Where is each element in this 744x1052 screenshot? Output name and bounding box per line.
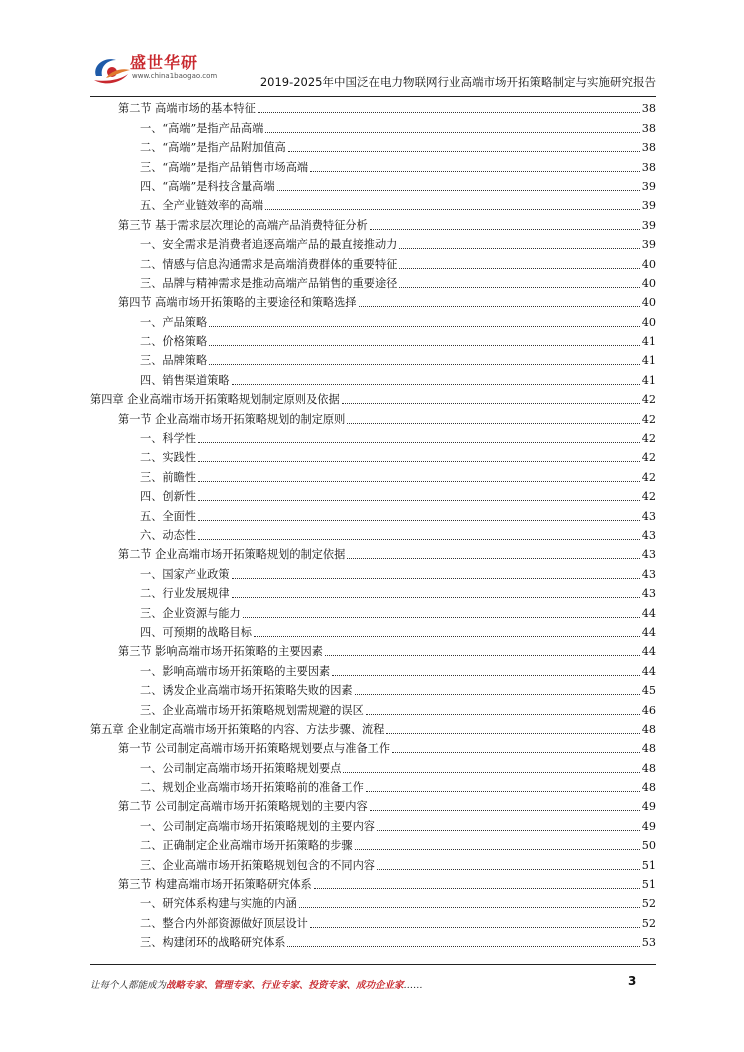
toc-dot-leader [277,190,640,191]
toc-entry-page: 42 [641,451,656,465]
toc-dot-leader [314,888,640,889]
toc-entry[interactable] [90,700,656,719]
toc-dot-leader [198,520,640,521]
toc-dot-leader [198,500,640,501]
toc-dot-leader [310,171,640,172]
toc-entry-title: 一、安全需求是消费者追逐高端产品的最直接推动力 [140,238,398,252]
toc-dot-leader [366,714,640,715]
toc-entry-title: 二、整合内外部资源做好顶层设计 [140,916,308,930]
toc-entry-title: 第二节 公司制定高端市场开拓策略规划的主要内容 [118,800,368,814]
toc-entry-title: 二、实践性 [140,451,196,465]
toc-dot-leader [209,345,640,346]
toc-entry[interactable] [90,215,656,234]
toc-entry[interactable] [90,370,656,389]
toc-entry-page: 42 [641,393,656,407]
toc-entry-title: 一、研究体系构建与实施的内涵 [140,897,297,911]
toc-entry-title: 一、公司制定高端市场开拓策略规划要点 [140,761,342,775]
toc-entry[interactable] [90,409,656,428]
toc-entry-title: 第一节 公司制定高端市场开拓策略规划要点与准备工作 [118,742,391,756]
toc-entry-title: 第三节 构建高端市场开拓策略研究体系 [118,878,312,892]
toc-dot-leader [342,403,640,404]
toc-entry-title: 四、销售渠道策略 [140,373,230,387]
toc-entry-page: 41 [641,373,656,387]
toc-dot-leader [343,772,639,773]
toc-entry[interactable] [90,797,656,816]
toc-entry-title: 第四章 企业高端市场开拓策略规划制定原则及依据 [90,393,340,407]
toc-entry[interactable] [90,739,656,758]
toc-dot-leader [265,209,640,210]
toc-entry-page: 48 [641,761,656,775]
toc-entry[interactable] [90,661,656,680]
toc-entry-page: 40 [641,296,656,310]
toc-entry-title: 一、公司制定高端市场开拓策略规划的主要内容 [140,819,375,833]
toc-entry[interactable] [90,429,656,448]
toc-entry-page: 43 [641,548,656,562]
toc-entry-page: 43 [641,587,656,601]
header-divider [90,96,656,97]
toc-dot-leader [232,597,640,598]
toc-entry[interactable] [90,235,656,254]
toc-dot-leader [377,830,640,831]
toc-entry-page: 50 [641,839,656,853]
toc-dot-leader [209,364,640,365]
toc-dot-leader [399,248,639,249]
toc-entry[interactable] [90,254,656,273]
report-title: 2019-2025年中国泛在电力物联网行业高端市场开拓策略制定与实施研究报告 [259,75,656,89]
toc-entry-page: 51 [641,878,656,892]
toc-entry-title: 二、价格策略 [140,335,208,349]
toc-dot-leader [288,151,640,152]
toc-entry-page: 46 [641,703,656,717]
toc-dot-leader [198,442,640,443]
toc-entry[interactable] [90,758,656,777]
toc-entry-title: 六、动态性 [140,528,196,542]
toc-entry-title: 一、产品策略 [140,315,208,329]
toc-dot-leader [243,617,640,618]
toc-entry[interactable] [90,720,656,739]
toc-entry-page: 48 [641,781,656,795]
toc-entry-page: 39 [641,179,656,193]
toc-entry[interactable] [90,177,656,196]
toc-entry-title: 一、影响高端市场开拓策略的主要因素 [140,664,331,678]
toc-dot-leader [232,384,640,385]
footer-prefix: 让每个人都能成为 [90,980,167,991]
toc-entry-page: 42 [641,432,656,446]
toc-entry-title: 二、行业发展规律 [140,587,230,601]
toc-dot-leader [198,539,640,540]
toc-entry-page: 42 [641,490,656,504]
toc-entry-page: 44 [641,606,656,620]
toc-entry-page: 52 [641,897,656,911]
toc-dot-leader [198,461,640,462]
toc-entry-title: 三、“高端”是指产品销售市场高端 [140,160,309,174]
toc-dot-leader [332,675,640,676]
toc-entry[interactable] [90,778,656,797]
toc-entry-title: 第二节 企业高端市场开拓策略规划的制定依据 [118,548,346,562]
toc-entry-title: 五、全面性 [140,509,196,523]
toc-entry-title: 三、前瞻性 [140,470,196,484]
toc-dot-leader [370,229,640,230]
toc-entry-title: 三、构建闭环的战略研究体系 [140,936,286,950]
toc-entry-page: 41 [641,335,656,349]
toc-dot-leader [325,655,640,656]
toc-entry-page: 51 [641,858,656,872]
toc-entry[interactable] [90,157,656,176]
toc-entry-title: 第三节 基于需求层次理论的高端产品消费特征分析 [118,218,368,232]
toc-entry-title: 二、情感与信息沟通需求是高端消费群体的重要特征 [140,257,398,271]
logo-url: www.china1baogao.com [132,72,218,80]
toc-entry-title: 四、“高端”是科技含量高端 [140,179,275,193]
toc-entry[interactable] [90,99,656,118]
toc-entry-page: 49 [641,800,656,814]
toc-entry-title: 第五章 企业制定高端市场开拓策略的内容、方法步骤、流程 [90,722,385,736]
toc-entry[interactable] [90,332,656,351]
logo-text: 盛世华研 [130,53,199,72]
toc-entry[interactable] [90,642,656,661]
toc-dot-leader [366,791,640,792]
toc-dot-leader [392,752,640,753]
toc-entry[interactable] [90,913,656,932]
toc-entry-page: 38 [641,102,656,116]
toc-entry-page: 43 [641,528,656,542]
toc-entry-title: 第四节 高端市场开拓策略的主要途径和策略选择 [118,296,357,310]
toc-dot-leader [254,636,640,637]
toc-entry-page: 42 [641,412,656,426]
page-header [90,48,656,94]
toc-entry-page: 40 [641,276,656,290]
toc-dot-leader [399,268,639,269]
toc-dot-leader [258,112,640,113]
toc-dot-leader [310,927,640,928]
toc-dot-leader [377,869,640,870]
toc-entry[interactable] [90,506,656,525]
toc-entry-page: 48 [641,722,656,736]
toc-dot-leader [287,946,639,947]
page-number: 3 [628,974,637,988]
toc-entry-page: 45 [641,684,656,698]
toc-dot-leader [209,326,640,327]
toc-entry[interactable] [90,196,656,215]
toc-dot-leader [386,733,639,734]
toc-dot-leader [347,558,639,559]
toc-entry-title: 第二节 高端市场的基本特征 [118,102,256,116]
toc-entry[interactable] [90,312,656,331]
toc-entry-title: 二、规划企业高端市场开拓策略前的准备工作 [140,781,364,795]
toc-entry-page: 52 [641,916,656,930]
toc-dot-leader [355,694,640,695]
toc-entry-title: 四、创新性 [140,490,196,504]
toc-dot-leader [232,578,640,579]
toc-entry[interactable] [90,875,656,894]
footer-suffix: …… [403,980,423,991]
toc-entry[interactable] [90,681,656,700]
toc-entry-title: 三、品牌与精神需求是推动高端产品销售的重要途径 [140,276,398,290]
toc-entry-title: 第一节 企业高端市场开拓策略规划的制定原则 [118,412,346,426]
toc-entry[interactable] [90,855,656,874]
footer-highlight: 战略专家、管理专家、行业专家、投资专家、成功企业家 [166,980,404,991]
toc-entry-page: 44 [641,664,656,678]
toc-entry-page: 44 [641,645,656,659]
table-of-contents [90,99,656,952]
toc-entry[interactable] [90,894,656,913]
toc-entry[interactable] [90,138,656,157]
toc-entry[interactable] [90,274,656,293]
toc-entry-page: 39 [641,199,656,213]
toc-entry-page: 38 [641,160,656,174]
toc-entry[interactable] [90,526,656,545]
toc-entry-title: 三、企业资源与能力 [140,606,241,620]
toc-entry[interactable] [90,623,656,642]
toc-entry-page: 39 [641,238,656,252]
toc-entry-title: 三、品牌策略 [140,354,208,368]
toc-entry[interactable] [90,487,656,506]
toc-entry[interactable] [90,603,656,622]
footer-slogan [90,977,423,991]
toc-entry-page: 40 [641,257,656,271]
toc-entry[interactable] [90,118,656,137]
toc-entry-title: 二、“高端”是指产品附加值高 [140,141,286,155]
toc-entry-title: 二、正确制定企业高端市场开拓策略的步骤 [140,839,353,853]
footer-divider [90,964,656,965]
toc-dot-leader [299,907,640,908]
toc-entry-page: 39 [641,218,656,232]
toc-entry[interactable] [90,816,656,835]
toc-entry-title: 第三节 影响高端市场开拓策略的主要因素 [118,645,323,659]
toc-dot-leader [265,132,639,133]
toc-entry[interactable] [90,564,656,583]
toc-entry-page: 40 [641,315,656,329]
toc-entry-page: 48 [641,742,656,756]
toc-entry[interactable] [90,933,656,952]
toc-dot-leader [355,849,640,850]
toc-entry-page: 41 [641,354,656,368]
toc-entry-page: 44 [641,625,656,639]
toc-entry[interactable] [90,351,656,370]
toc-entry[interactable] [90,467,656,486]
toc-entry[interactable] [90,584,656,603]
toc-entry-page: 49 [641,819,656,833]
toc-entry-page: 42 [641,470,656,484]
toc-dot-leader [399,287,639,288]
toc-entry[interactable] [90,448,656,467]
toc-entry-title: 三、企业高端市场开拓策略规划包含的不同内容 [140,858,375,872]
toc-entry-title: 三、企业高端市场开拓策略规划需规避的误区 [140,703,364,717]
toc-entry-title: 五、全产业链效率的高端 [140,199,264,213]
toc-entry-page: 43 [641,567,656,581]
toc-entry-title: 一、科学性 [140,432,196,446]
toc-entry-title: 一、“高端”是指产品高端 [140,121,264,135]
toc-entry[interactable] [90,836,656,855]
toc-dot-leader [198,481,640,482]
toc-entry-title: 四、可预期的战略目标 [140,625,252,639]
toc-dot-leader [347,423,639,424]
toc-entry[interactable] [90,293,656,312]
toc-entry-title: 一、国家产业政策 [140,567,230,581]
toc-entry-page: 38 [641,141,656,155]
toc-entry[interactable] [90,545,656,564]
toc-entry-page: 43 [641,509,656,523]
toc-entry-page: 53 [641,936,656,950]
toc-entry-page: 38 [641,121,656,135]
toc-dot-leader [359,306,640,307]
toc-entry[interactable] [90,390,656,409]
toc-entry-title: 二、诱发企业高端市场开拓策略失败的因素 [140,684,353,698]
toc-dot-leader [370,810,640,811]
